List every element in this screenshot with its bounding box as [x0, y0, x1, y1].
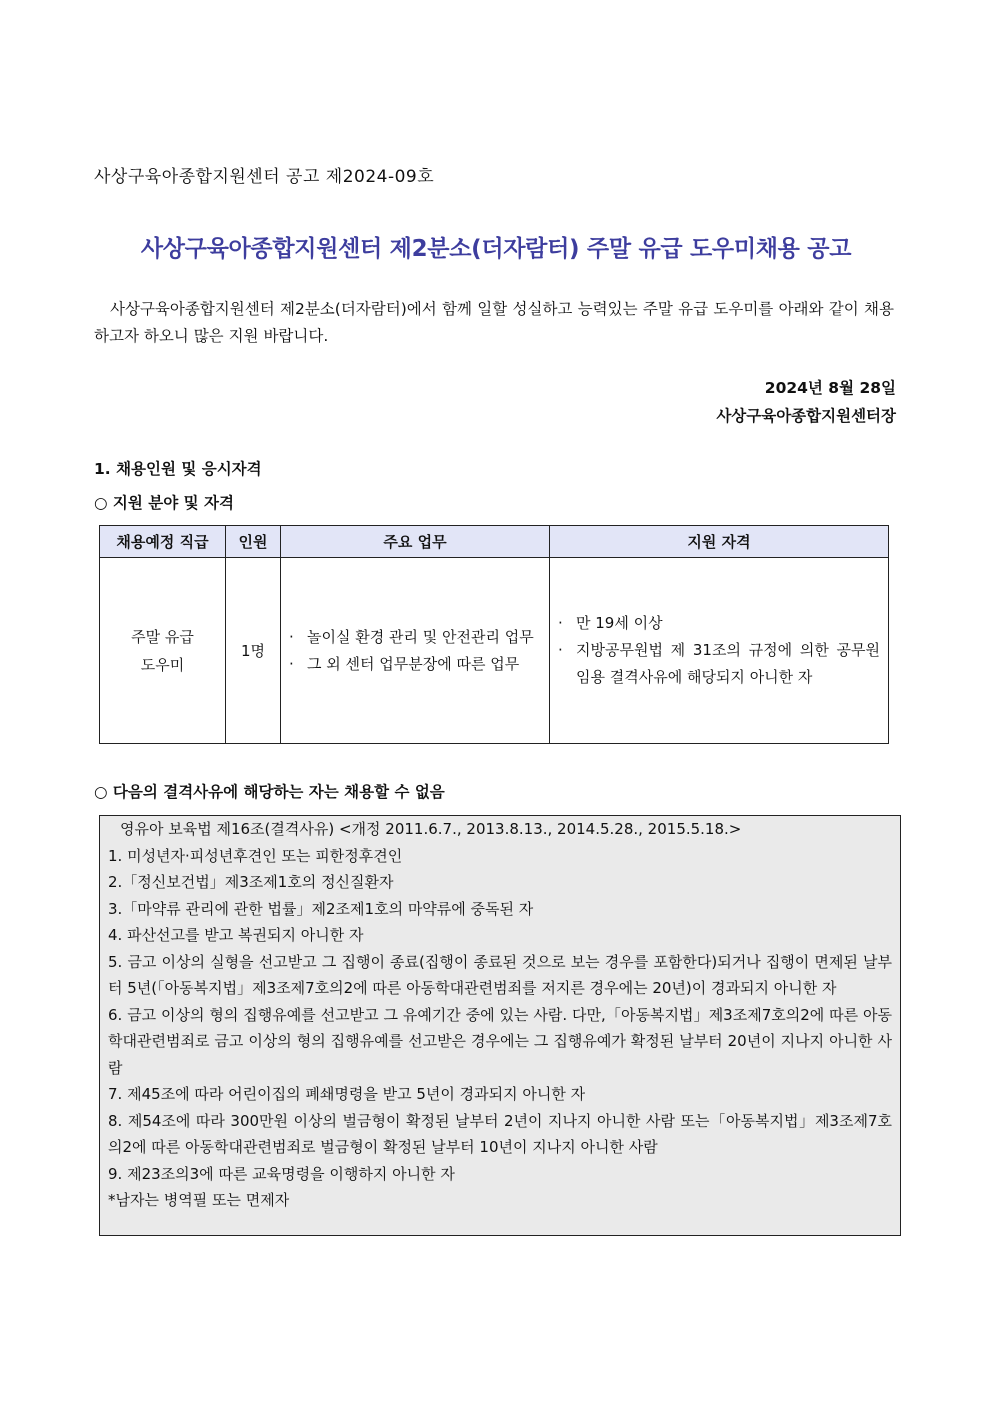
- position-line-1: 주말 유급: [131, 627, 194, 646]
- recruitment-table: [99, 525, 889, 744]
- header-position: 채용예정 직급: [100, 526, 226, 558]
- list-item: 8. 제54조에 따라 300만원 이상의 벌금형이 확정된 날부터 2년이 지나지 아니한 사람 또는「아동복지법」제3조제7호의2에 따른 아동학대관련범죄로 벌금형이 확정된 날부터 10년이 지나지 아니한 사람: [108, 1111, 892, 1156]
- header-duties: 주요 업무: [281, 526, 550, 558]
- list-item: 7. 제45조에 따라 어린이집의 폐쇄명령을 받고 5년이 경과되지 아니한 자: [108, 1085, 586, 1103]
- military-note: *남자는 병역필 또는 면제자: [108, 1191, 290, 1209]
- header-count: 인원: [226, 526, 281, 558]
- duty-item: [289, 651, 541, 678]
- notice-number: 사상구육아종합지원센터 공고 제2024-09호: [94, 167, 435, 187]
- duty-text: 놀이실 환경 관리 및 안전관리 업무: [307, 627, 534, 646]
- list-item: 9. 제23조의3에 따른 교육명령을 이행하지 아니한 자: [108, 1164, 455, 1183]
- table-header-row: [100, 526, 889, 558]
- qualification-text: 만 19세 이상: [576, 614, 663, 632]
- header-qualifications: 지원 자격: [550, 526, 889, 558]
- law-title: 영유아 보육법 제16조(결격사유) <개정 2011.6.7., 2013.8.13., 2014.5.28., 2015.5.18.>: [120, 820, 742, 838]
- table-row: [100, 558, 889, 744]
- list-item: 2.「정신보건법」제3조제1호의 정신질환자: [108, 873, 394, 891]
- intro-text: 사상구육아종합지원센터 제2분소(더자람터)에서 함께 일할 성실하고 능력있는 주말 유급 도우미를 아래와 같이 채용하고자 하오니 많은 지원 바랍니다.: [94, 300, 894, 345]
- list-item: 3.「마약류 관리에 관한 법률」제2조제1호의 마약류에 중독된 자: [108, 899, 534, 918]
- qualification-text: 지방공무원법 제 31조의 규정에 의한 공무원 임용 결격사유에 해당되지 아니한 자: [576, 641, 880, 686]
- issuer-name: 사상구육아종합지원센터장: [716, 407, 896, 425]
- list-item: 5. 금고 이상의 실형을 선고받고 그 집행이 종료(집행이 종료된 것으로 보는 경우를 포함한다)되거나 집행이 면제된 날부터 5년(「아동복지법」제3조제7호의2에 따른 아동학대관련범죄를 저지른 경우에는 20년)이 경과되지 아니한 자: [108, 952, 892, 997]
- position-line-2: 도우미: [140, 655, 185, 674]
- cell-qualifications: [550, 558, 889, 744]
- duty-item: [289, 624, 541, 651]
- cell-count: 1명: [226, 558, 281, 744]
- list-item: 6. 금고 이상의 형의 집행유예를 선고받고 그 유예기간 중에 있는 사람. 다만,「아동복지법」제3조제7호의2에 따른 아동학대관련범죄로 금고 이상의 형의 집행유예를 선고받은 경우에는 그 집행유예가 확정된 날부터 20년이 지나지 아니한 사람: [108, 1005, 892, 1077]
- cell-position: [100, 558, 226, 744]
- qualification-item: [558, 637, 880, 691]
- disqualification-box: [99, 815, 901, 1236]
- intro-paragraph: [94, 296, 894, 350]
- list-item: 1. 미성년자·피성년후견인 또는 피한정후견인: [108, 846, 403, 865]
- subsection-heading-positions: ○ 지원 분야 및 자격: [94, 494, 234, 512]
- bullet-mark: ·: [289, 654, 294, 673]
- notice-date: 2024년 8월 28일: [764, 379, 896, 397]
- page-title: 사상구육아종합지원센터 제2분소(더자람터) 주말 유급 도우미채용 공고: [140, 236, 852, 262]
- cell-duties: [281, 558, 550, 744]
- duty-text: 그 외 센터 업무분장에 따른 업무: [307, 654, 520, 673]
- list-item: 4. 파산선고를 받고 복권되지 아니한 자: [108, 926, 364, 944]
- bullet-mark: ·: [558, 614, 563, 632]
- section-heading: 1. 채용인원 및 응시자격: [94, 460, 262, 478]
- bullet-mark: ·: [558, 641, 563, 659]
- qualification-item: [558, 610, 880, 637]
- bullet-mark: ·: [289, 627, 294, 646]
- subsection-heading-disqualifications: ○ 다음의 결격사유에 해당하는 자는 채용할 수 없음: [94, 783, 445, 801]
